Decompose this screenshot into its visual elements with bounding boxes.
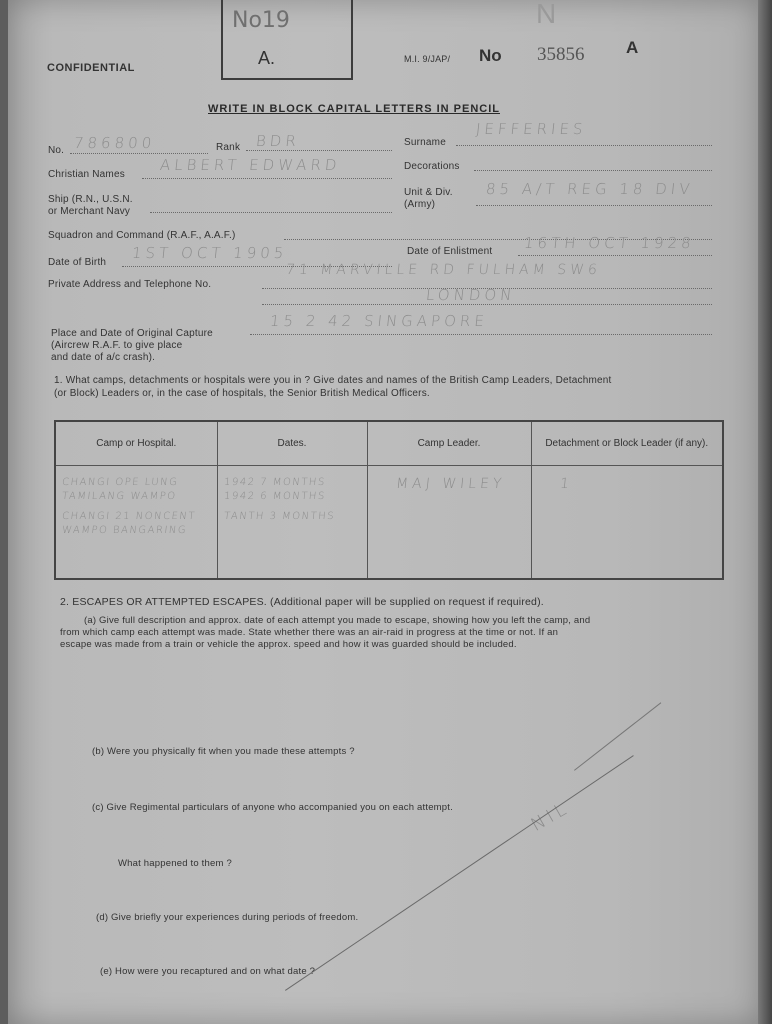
unit-label: Unit & Div. (Army) [404,187,453,210]
question-2b-text: (b) Were you physically fit when you made these attempts ? [92,746,355,757]
no-value: 786800 [73,134,157,152]
serial-suffix: A [626,38,639,57]
surname-value: JEFFERIES [475,120,588,138]
no-label: No. [48,145,65,156]
confidential-label: CONFIDENTIAL [47,62,135,74]
dates-cell: 1942 7 MONTHS 1942 6 MONTHS TANTH 3 MONTHS [217,465,367,579]
serial-number: 35856 [537,44,585,65]
capture-value: 15 2 42 SINGAPORE [269,312,489,330]
camp-cell: CHANGI OPE LUNG TAMILANG WAMPO CHANGI 21 NONCENT WAMPO BANGARING [55,465,217,579]
leader-cell: MAJ WILEY [367,465,531,579]
number-label: No [479,46,502,65]
capture-label: Place and Date of Original Capture (Aircrew R.A.F. to give place and date of a/c crash). [51,328,213,363]
reference-label: M.I. 9/JAP/ [404,54,451,64]
corner-mark: N [536,0,557,29]
col-camp-leader: Camp Leader. [367,421,531,465]
nil-annotation: NIL [527,797,574,836]
address-label: Private Address and Telephone No. [48,279,212,290]
christian-names-label: Christian Names [48,169,125,180]
dob-value: 1ST OCT 1905 [131,244,289,262]
question-2c-text: (c) Give Regimental particulars of anyone who accompanied you on each attempt. [92,802,453,813]
question-2-heading: 2. ESCAPES OR ATTEMPTED ESCAPES. (Additional paper will be supplied on request if required). [60,596,544,608]
question-2a-text: (a) Give full description and approx. date of each attempt you made to escape, showing how you left the camp, and from which camp each attempt was made. State whether there was an air-raid in progress at the time or not. If an escape was made from a train or vehicle the approx. speed and how it was guarded should be included. [60,615,591,650]
stamp-number: No19 [232,8,290,33]
rank-label: Rank [216,142,241,153]
address-value-line1: 71 MARVILLE RD FULHAM SW6 [285,262,602,278]
enlistment-label: Date of Enlistment [407,246,493,257]
stamp-letter: A. [258,48,276,68]
question-2d-text: (d) Give briefly your experiences during periods of freedom. [96,912,359,923]
enlistment-value: 16TH OCT 1928 [523,234,696,252]
form-title: WRITE IN BLOCK CAPITAL LETTERS IN PENCIL [208,103,500,115]
squadron-label: Squadron and Command (R.A.F., A.A.F.) [48,230,236,241]
page-edge-shadow [758,0,772,1024]
address-value-line2: LONDON [425,286,517,304]
question-2e-text: (e) How were you recaptured and on what date ? [100,966,316,977]
col-dates: Dates. [217,421,367,465]
christian-names-value: ALBERT EDWARD [159,156,342,174]
dob-label: Date of Birth [48,257,107,268]
surname-label: Surname [404,137,446,148]
camps-table [54,420,724,580]
rank-value: BDR [255,132,301,150]
col-detachment-leader: Detachment or Block Leader (if any). [531,421,723,465]
ship-label: Ship (R.N., U.S.N. or Merchant Navy [48,194,133,217]
col-camp: Camp or Hospital. [55,421,217,465]
detachment-cell: 1 [531,465,723,579]
question-1-text: 1. What camps, detachments or hospitals were you in ? Give dates and names of the British Camp Leaders, Detachment (or Block) Leaders or, in the case of hospitals, the Senior British Medical Officers. [54,375,612,399]
unit-value: 85 A/T REG 18 DIV [485,180,695,198]
decorations-label: Decorations [404,161,460,172]
question-2c-followup: What happened to them ? [118,858,232,869]
